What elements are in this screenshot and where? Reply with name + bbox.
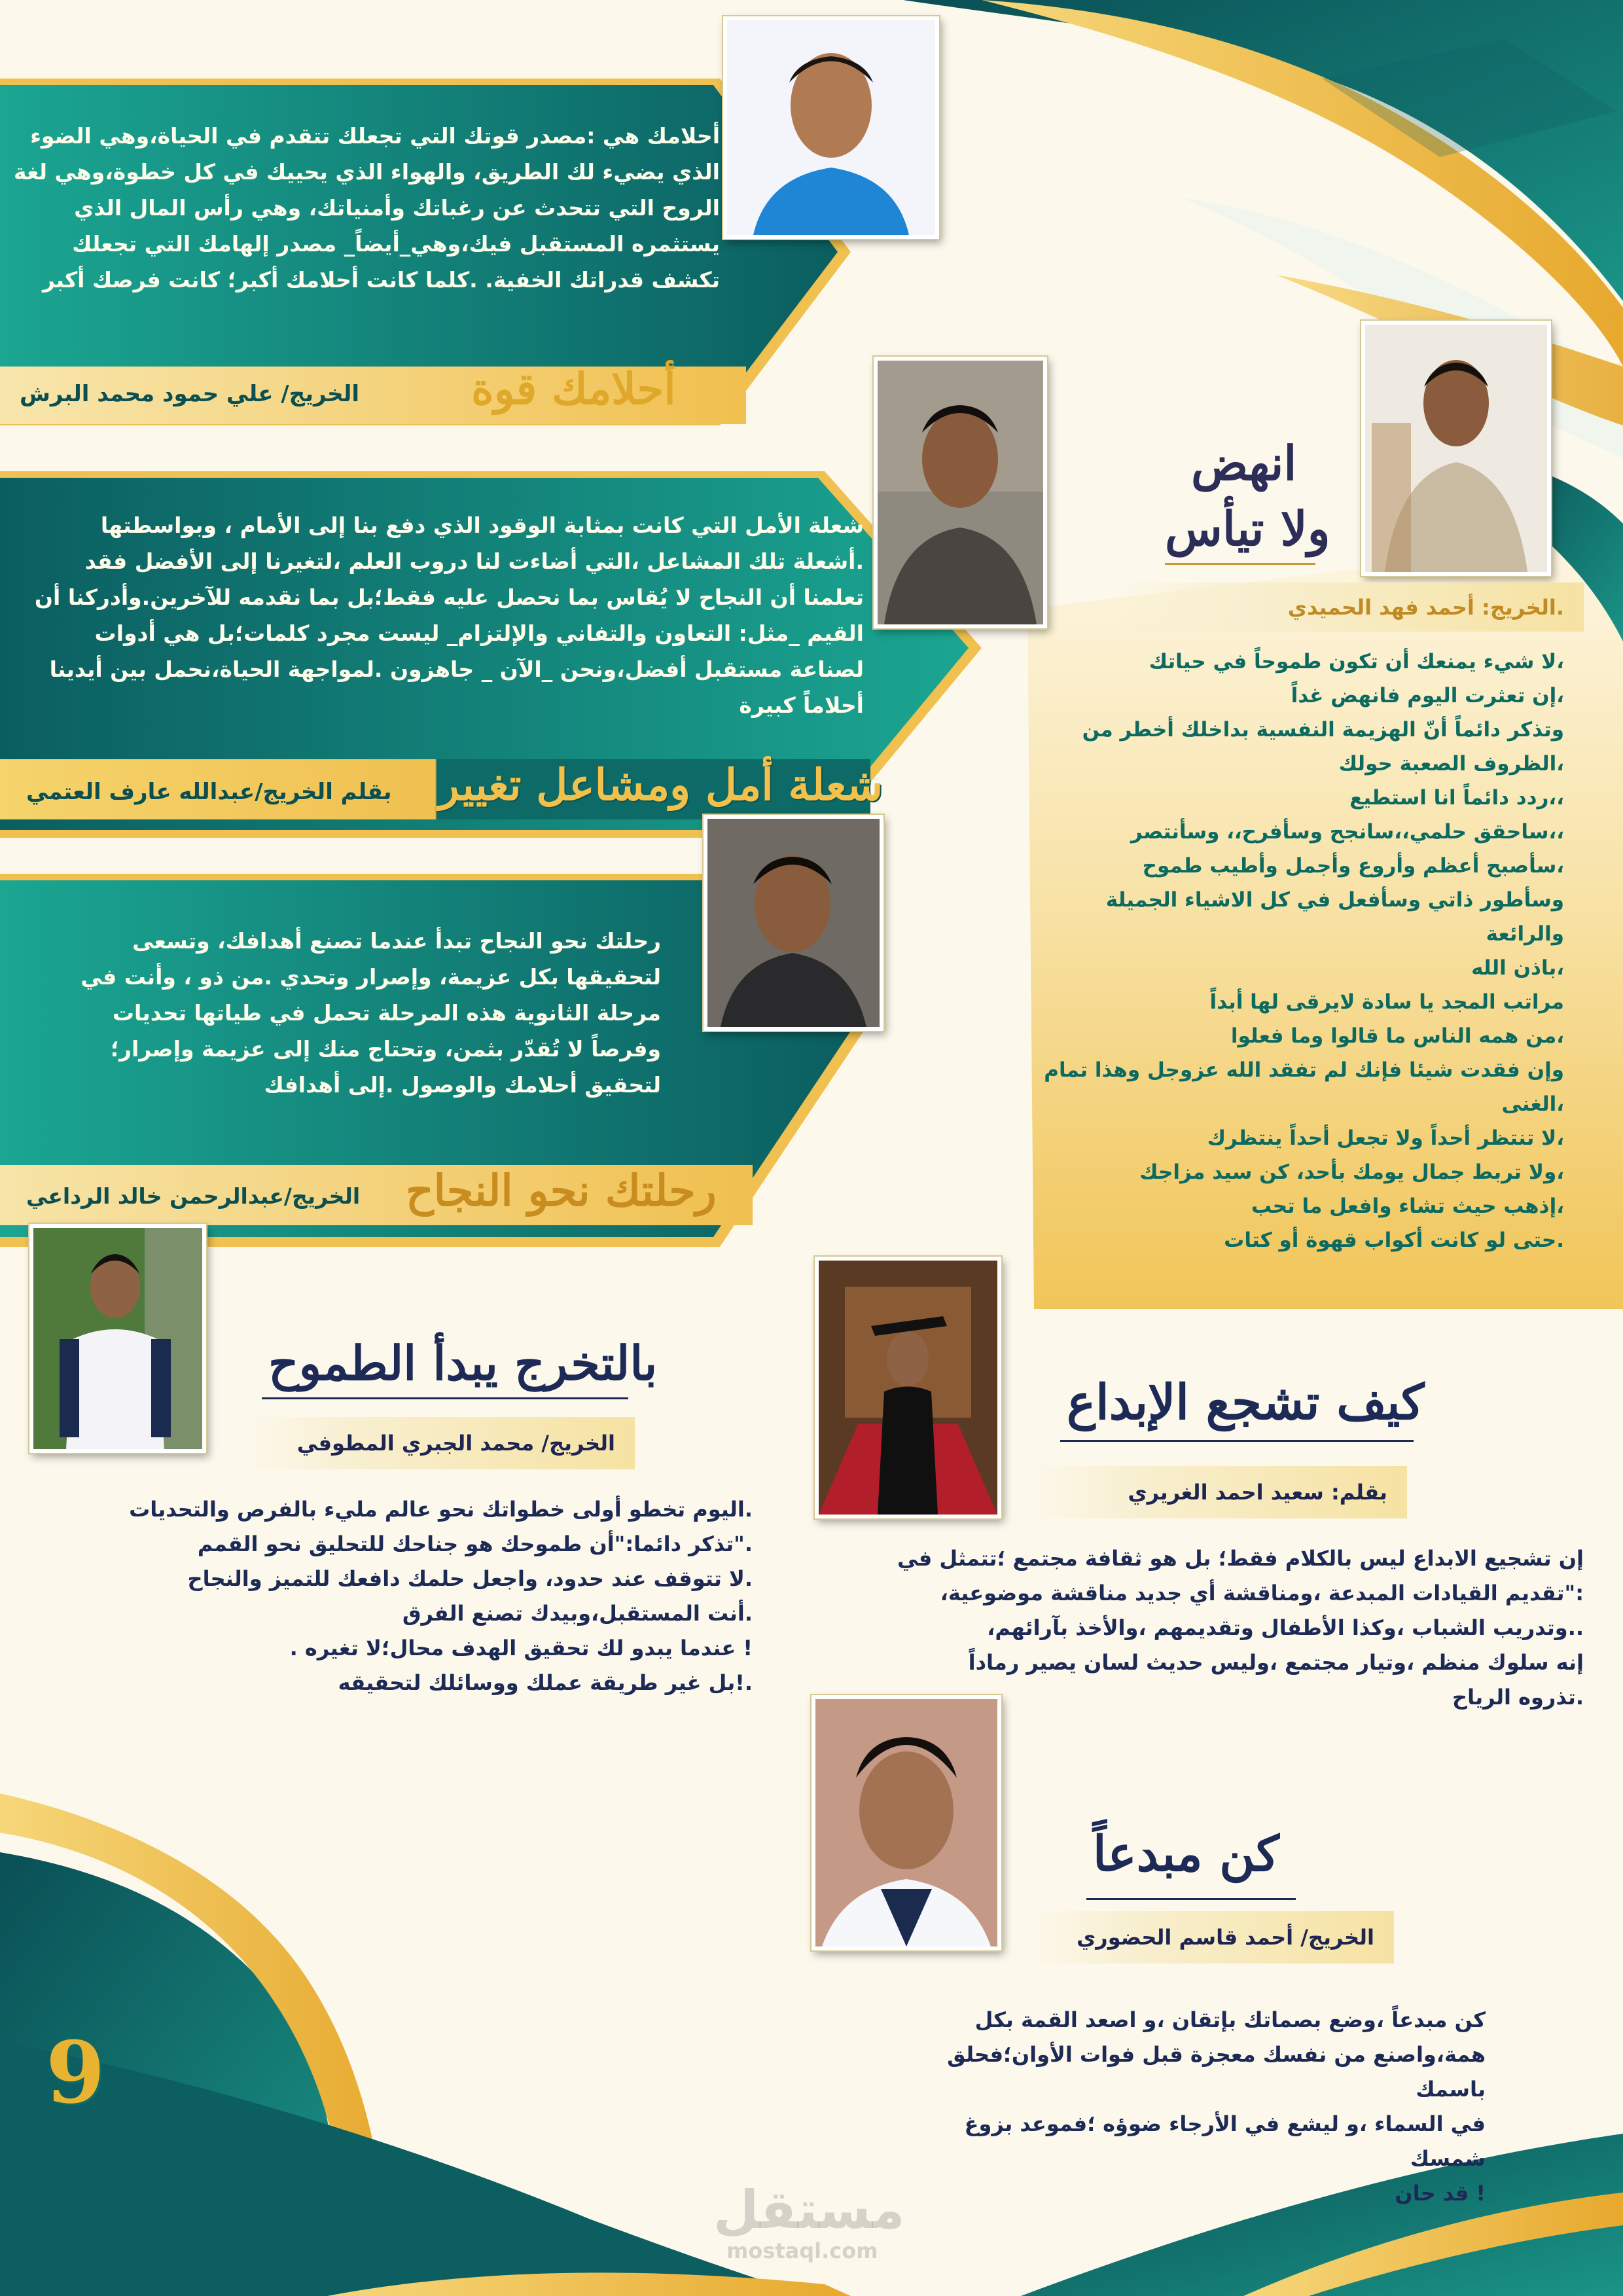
creative-author: الخريج/ أحمد قاسم الحضوري: [1027, 1911, 1394, 1964]
watermark-logo: مستقل: [713, 2179, 905, 2240]
rise-author: .الخريج: أحمد فهد الحميدي: [1113, 583, 1584, 632]
rise-poem-line: ،الغنى: [1501, 1092, 1564, 1116]
graduation-text-line: ! عندما يبدو لك تحقيق الهدف محال؛لا تغيره .: [289, 1636, 753, 1660]
rise-poem-line: مراتب المجد يا سادة لايرقى لها أبداً: [1209, 990, 1564, 1014]
creative-text-line: كن مبدعاً ،وضع بصماتك بإتقان ،و اصعد القمة بكل: [974, 2007, 1486, 2032]
graduation-text-line: ."تذكر دائما:"أن طموحك هو جناحك للتحليق نحو القمم: [197, 1532, 753, 1556]
photo-ali-albarsh: [723, 16, 939, 239]
rise-poem-line: ،باذن الله: [1471, 956, 1564, 980]
creativity-title: كيف تشجع الإبداع: [1067, 1374, 1425, 1431]
creative-text: [910, 2003, 1486, 2211]
dreams-text: أحلامك هي :مصدر قوتك التي تجعلك تتقدم في الحياة،وهي الضوء الذي يضيء لك الطريق، والهواء الذي يحييك في كل خطوة،وهي لغة الروح التي تتحدث عن رغباتك وأمنياتك، وهي رأس المال الذي يستثمره المستقبل فيك،وهي_أيضاً_ مصدر إلهامك التي تجعلك تكشف قدراتك الخفية. .كلما كانت أحلامك أكبر؛ كانت فرصك أكبر: [13, 123, 720, 293]
graduation-title: بالتخرج يبدأ الطموح: [268, 1335, 658, 1391]
journey-author: الخريج/عبدالرحمن خالد الرداعي: [26, 1183, 361, 1209]
creativity-text-line: ..وتدريب الشباب ،وكذا الأطفال وتقديمهم ،والأخذ بآرائهم،: [987, 1615, 1584, 1640]
rise-poem-line: ،إن تعثرت اليوم فانهض غداً: [1291, 684, 1564, 708]
photo-abdulrahman-alradai: [704, 815, 883, 1031]
rise-poem-line: ،،ساحقق حلمي،،سانجح وسأفرح،، وسأنتصر: [1130, 820, 1564, 844]
creative-title: كن مبدعاً: [1093, 1826, 1279, 1882]
rise-poem-line: ،سأصبح أعظم وأروع وأجمل وأطيب طموح: [1142, 854, 1564, 878]
creativity-text-line: .تذروه الرياح: [1452, 1685, 1584, 1710]
page-number: 9: [46, 2022, 105, 2123]
graduation-text-line: .أنت المستقبل،وبيدك تصنع الفرق: [402, 1601, 753, 1626]
creativity-text-line: إن تشجيع الابداع ليس بالكلام فقط؛ بل هو ثقافة مجتمع ؛تتمثل في: [897, 1546, 1584, 1571]
graduation-title-underline: [262, 1397, 628, 1399]
creativity-author: بقلم: سعيد احمد الغريري: [1027, 1466, 1407, 1518]
photo-ahmed-alhadouri: [812, 1695, 1001, 1950]
rise-poem-line: ،لا شيء يمنعك أن تكون طموحاً في حياتك: [1149, 650, 1564, 673]
rise-poem-line: ،،ردد دائماً انا استطيع: [1349, 786, 1564, 810]
rise-poem-line: ،ولا تربط جمال يومك بأحد، كن سيد مزاجك: [1139, 1160, 1564, 1184]
photo-saeed-algharairi: [815, 1257, 1001, 1518]
graduation-text: [33, 1492, 753, 1700]
creativity-text: [825, 1541, 1584, 1715]
rise-poem-line: وسأطور ذاتي وسأفعل في كل الاشياء الجميلة والرائعة: [1105, 888, 1564, 946]
rise-poem-line: .حتى لو كانت أكواب قهوة أو كتات: [1224, 1229, 1564, 1252]
hope-author: بقلم الخريج/عبدالله عارف العتمي: [26, 779, 392, 805]
rise-title-1: انهض: [1191, 435, 1297, 491]
rise-poem-line: ،لا تنتظر أحداً ولا تجعل أحداً ينتظرك: [1207, 1126, 1564, 1150]
rise-poem: [1027, 645, 1564, 1257]
rise-poem-line: ،من همه الناس ما قالوا وما فعلوا: [1230, 1024, 1564, 1048]
photo-abdullah-alatmi: [874, 357, 1047, 628]
rise-poem-line: وإن فقدت شيئا فإنك لم تفقد الله عزوجل وهذا تمام: [1044, 1058, 1564, 1082]
journey-title: رحلتك نحو النجاح: [406, 1165, 717, 1216]
photo-ahmed-alhumaidi: [1361, 321, 1551, 576]
creativity-title-underline: [1060, 1440, 1414, 1442]
graduation-text-line: .!بل غير طريقة عملك ووسائلك لتحقيقه: [338, 1670, 753, 1695]
creativity-text-line: إنه سلوك منظم ،وتيار مجتمع ،وليس حديث لسان يصير رماداً: [968, 1650, 1584, 1675]
rise-title-underline: [1165, 563, 1315, 565]
photo-mohammed-almatoufi: [29, 1224, 206, 1453]
hope-title: شعلة أمل ومشاعل تغيير: [438, 759, 883, 810]
rise-title-2: ولا تيأس: [1165, 501, 1330, 556]
dreams-title: أحلامك قوة: [471, 363, 676, 414]
creative-title-underline: [1086, 1898, 1296, 1900]
creative-text-line: ! قد حان: [1395, 2181, 1486, 2206]
hope-text: شعلة الأمل التي كانت بمثابة الوقود الذي دفع بنا إلى الأمام ، وبواسطتها .أشعلة تلك المشاعل ،التي أضاءت لنا دروب العلم ،لتغيرنا إلى الأفضل فقد تعلمنا أن النجاح لا يُقاس بما نحصل عليه فقط؛بل بما نقدمه للآخرين.وأدركنا أن القيم _مثل: التعاون والتفاني والإلتزام_ ليست مجرد كلمات؛بل هي أدوات لصناعة مستقبل أفضل،ونحن _الآن _ جاهزون .لمواجهة الحياة،نحمل بين أيدينا أحلاماً كبيرة: [34, 512, 864, 718]
rise-poem-line: ،الظروف الصعبة حولك: [1338, 752, 1564, 776]
graduation-author: الخريج/ محمد الجبري المطوفي: [242, 1417, 635, 1469]
rise-poem-line: ،إذهب حيث تشاء وافعل ما تحب: [1251, 1194, 1564, 1218]
graduation-text-line: .لا تتوقف عند حدود، واجعل حلمك دافعك للتميز والنجاح: [187, 1566, 753, 1591]
dreams-author: الخريج/ علي حمود محمد البرش: [20, 381, 360, 407]
creativity-text-line: :"تقديم القيادات المبدعة ،ومناقشة أي جديد مناقشة موضوعية،: [940, 1581, 1584, 1605]
journey-text: رحلتك نحو النجاح تبدأ عندما تصنع أهدافك، وتسعى لتحقيقها بكل عزيمة، وإصرار وتحدي .من ذو ، وأنت في مرحلة الثانوية هذه المرحلة تحمل في طياتها تحديات وفرصاً لا تُقدّر بثمن، وتحتاج منك إلى عزيمة وإصرار؛ لتحقيق أحلامك والوصول .إلى أهدافك: [80, 928, 661, 1098]
creative-text-line: في السماء ،و ليشع في الأرجاء ضوؤه ؛فموعد بزوغ شمسك: [964, 2111, 1486, 2171]
rise-poem-line: وتذكر دائماً أنّ الهزيمة النفسية بداخلك أخطر من: [1082, 718, 1564, 742]
watermark-url: mostaql.com: [726, 2238, 878, 2263]
graduation-text-line: .اليوم تخطو أولى خطواتك نحو عالم مليء بالفرص والتحديات: [129, 1497, 753, 1522]
creative-text-line: همة،واصنع من نفسك معجزة قبل فوات الأوان؛فحلق باسمك: [947, 2042, 1486, 2102]
